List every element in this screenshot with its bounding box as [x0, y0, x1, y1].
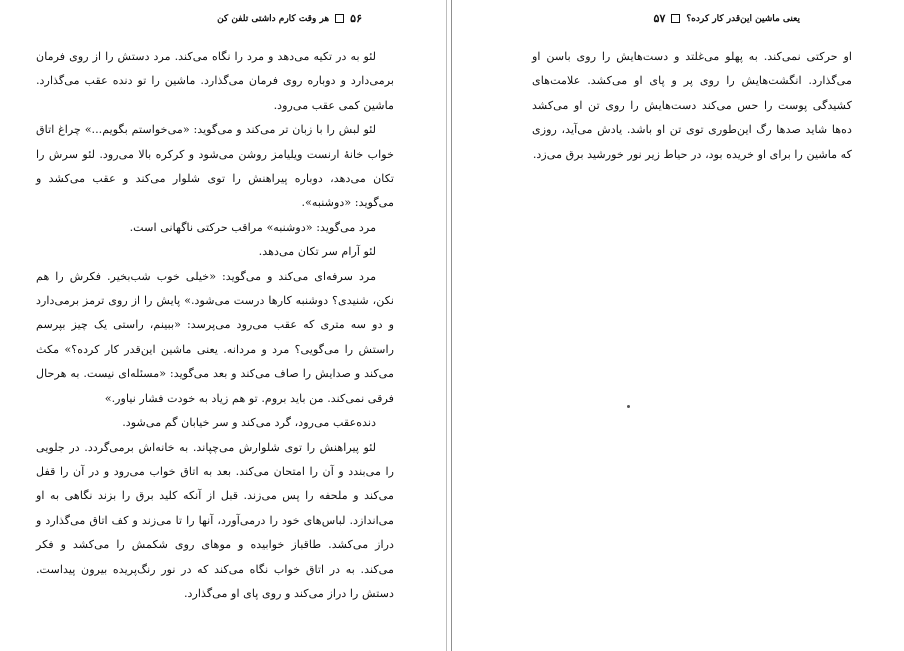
left-page	[0, 0, 446, 651]
right-running-title: یعنی ماشین این‌قدر کار کرده؟	[686, 13, 800, 24]
left-running-title: هر وقت کارم داشتی تلفن کن	[217, 13, 330, 24]
right-page	[452, 0, 904, 651]
paragraph: لئو پیراهنش را توی شلوارش می‌چپاند. به خانه‌اش برمی‌گردد. در جلویی را می‌بندد و آن را امتحان می‌کند. بعد به اتاق خواب می‌رود و در آن را قفل می‌کند و ملحفه را پس می‌زند. قبل از آنکه کلید برق را بزند نگاهی به او می‌اندازد. لباس‌های خود را درمی‌آورد، آنها را تا می‌زند و کف اتاق می‌گذارد و دراز می‌کشد. طاقباز خوابیده و موهای روی شکمش را می‌کشد و فکر می‌کند. به در اتاق خواب نگاه می‌کند که در نور رنگ‌پریده بیرون پیداست. دستش را دراز می‌کند و روی پای او می‌گذارد.	[36, 440, 394, 600]
right-page-number: ۵۷	[653, 12, 666, 25]
square-ornament-icon	[335, 14, 344, 23]
gutter-line	[446, 0, 447, 651]
square-ornament-icon	[671, 14, 680, 23]
paragraph: لئو لبش را با زبان تر می‌کند و می‌گوید: «می‌خواستم بگویم...» چراغ اتاق خواب خانهٔ ارنست ویلیامز روشن می‌شود و کرکره بالا می‌رود. لئو سرش را تکان می‌دهد، دوباره پیراهنش را توی شلوار می‌کند و عقب می‌کشد و می‌گوید: «دوشنبه».	[36, 123, 394, 210]
paragraph: دنده‌عقب می‌رود، گرد می‌کند و سر خیابان گم می‌شود.	[122, 416, 377, 430]
left-page-number: ۵۶	[350, 12, 362, 25]
paragraph: لئو آرام سر تکان می‌دهد.	[258, 245, 377, 259]
paragraph: مرد می‌گوید: «دوشنبه» مراقب حرکتی ناگهانی است.	[129, 220, 377, 234]
left-running-head	[217, 12, 362, 25]
left-body-text	[36, 45, 394, 606]
paragraph: مرد سرفه‌ای می‌کند و می‌گوید: «خیلی خوب شب‌بخیر. فکرش را هم نکن، شنیدی؟ دوشنبه کارها درست می‌شود.» پایش را از روی ترمز برمی‌دارد و دو سه متری که عقب می‌رود می‌پرسد: «ببینم، راستی یک چیز بپرسم راستش را می‌گویی؟ مرد و مردانه. یعنی ماشین این‌قدر کار کرده؟» مکث می‌کند و صدایش را صاف می‌کند و بعد می‌گوید: «مسئله‌ای نیست. به هرحال فرقی نمی‌کند. من باید بروم. تو هم زیاد به خودت فشار نیاور.»	[36, 269, 394, 405]
right-body-text	[532, 45, 852, 167]
paragraph: لئو به در تکیه می‌دهد و مرد را نگاه می‌کند. مرد دستش را از روی فرمان برمی‌دارد و دوباره روی فرمان می‌گذارد. ماشین را تو دنده عقب می‌گذارد. ماشین کمی عقب می‌رود.	[36, 50, 394, 112]
scan-speck	[627, 405, 630, 408]
paragraph: او حرکتی نمی‌کند. به پهلو می‌غلتد و دست‌هایش را روی باسن او می‌گذارد. انگشت‌هایش را روی پر و پای او می‌کشد. علامت‌های کشیدگی پوست را حس می‌کند دست‌هایش را روی تن او می‌کشد ده‌ها شاید صدها رگ این‌طوری توی تن او باشد. یادش می‌آید، روزی که ماشین را برای او خریده بود، در حیاط زیر نور خورشید برق می‌زد.	[532, 50, 852, 161]
right-running-head	[654, 12, 800, 25]
